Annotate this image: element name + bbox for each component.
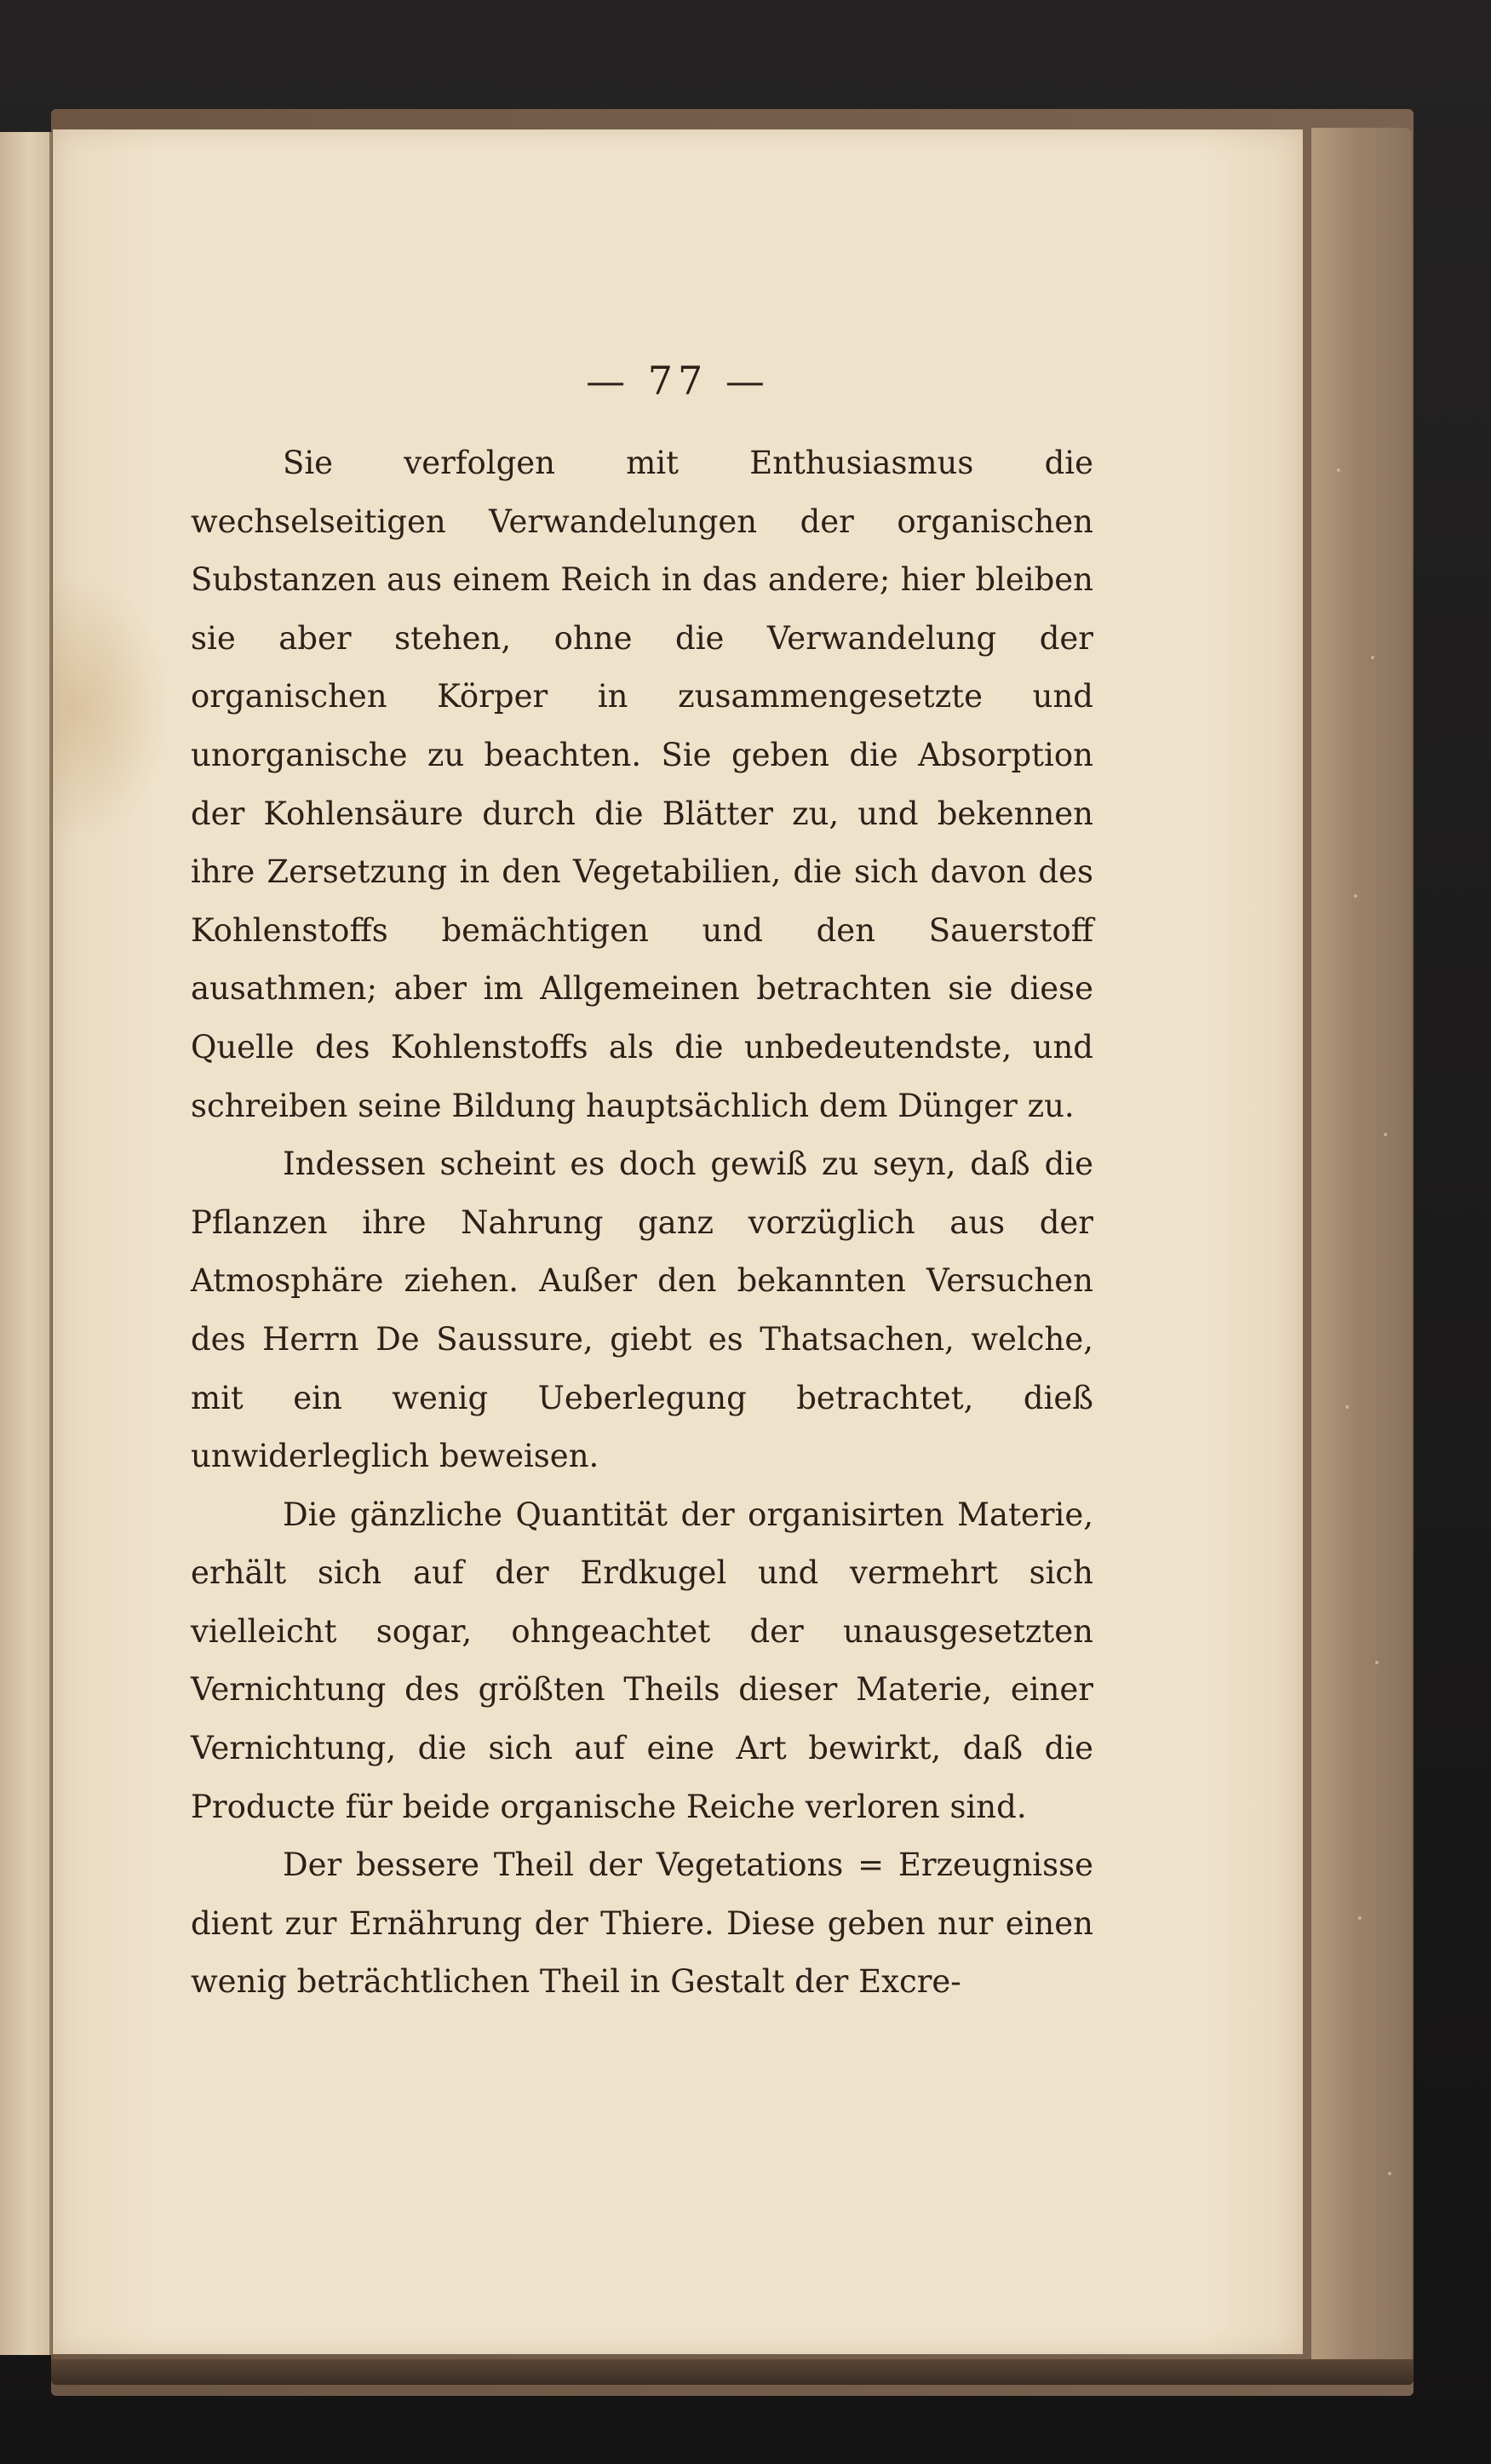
book-bottom-edge [51,2359,1414,2385]
paragraph: Sie verfolgen mit Enthusiasmus die wechselseitigen Verwandelungen der organischen Substanzen aus einem Reich in das andere; hier bleiben sie aber stehen, ohne die Verwandelung der organischen Körper in zusammengesetzte und unorganische zu beachten. Sie geben die Absorption der Kohlensäure durch die Blätter zu, und bekennen ihre Zersetzung in den Vegetabilien, die sich davon des Kohlenstoffs bemächtigen und den Sauerstoff ausathmen; aber im Allgemeinen betrachten sie diese Quelle des Kohlenstoffs als die unbedeutendste, und schreiben seine Bildung hauptsächlich dem Dünger zu. [191,445,1093,1124]
paragraph: Der bessere Theil der Vegetations = Erzeugnisse dient zur Ernährung der Thiere. Diese geben nur einen wenig beträchtlichen Theil in Gestalt der Excre- [191,1847,1093,2001]
book-page [53,129,1303,2354]
paragraph: Die gänzliche Quantität der organisirten Materie, erhält sich auf der Erdkugel und vermehrt sich vielleicht sogar, ohngeachtet der unausgesetzten Vernichtung des größten Theils dieser Materie, einer Vernichtung, die sich auf eine Art bewirkt, daß die Producte für beide organische Reiche verloren sind. [191,1496,1093,1825]
paper-stain [53,572,172,845]
page-fore-edge [1311,128,1412,2381]
facing-page-edge [0,132,52,2355]
page-number: — 77 — [586,358,770,404]
page-body-text [191,434,1093,2012]
paragraph: Indessen scheint es doch gewiß zu seyn, daß die Pflanzen ihre Nahrung ganz vorzüglich aus der Atmosphäre ziehen. Außer den bekannten Versuchen des Herrn De Saussure, giebt es Thatsachen, welche, mit ein wenig Ueberlegung betrachtet, dieß unwiderleglich beweisen. [191,1146,1093,1475]
